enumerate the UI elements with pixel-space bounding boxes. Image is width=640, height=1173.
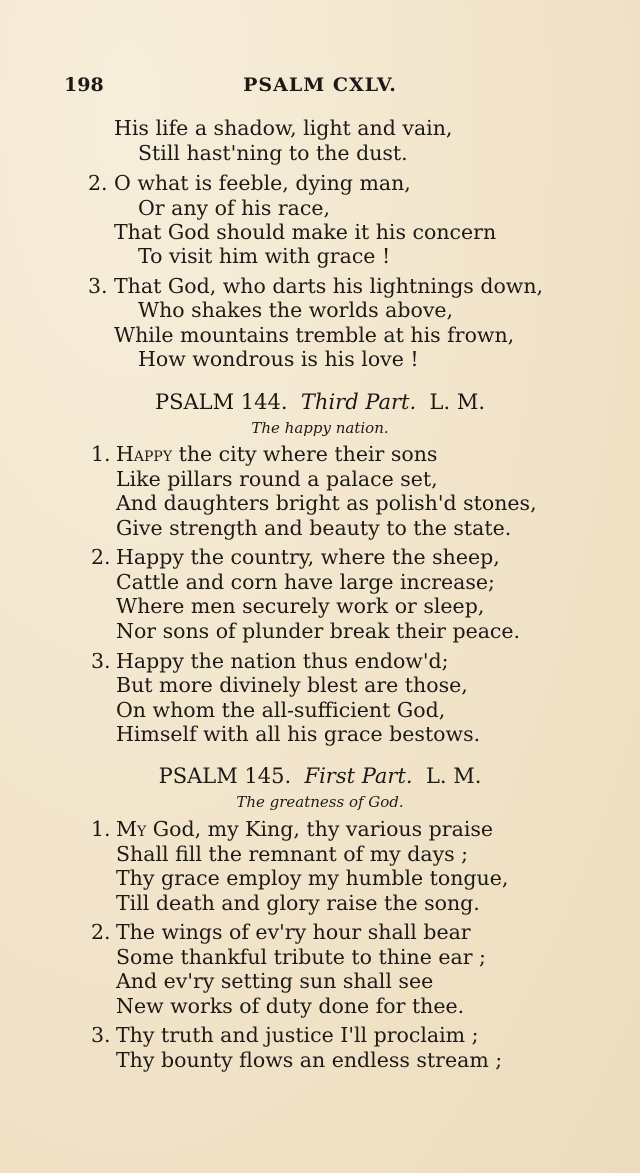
psalm-heading	[0, 763, 640, 789]
verse-number: 1.	[91, 817, 111, 841]
verse-number: 3.	[91, 1023, 111, 1047]
verse-line: Or any of his race,	[138, 196, 331, 220]
verse-number: 2.	[91, 920, 111, 944]
verse-first-word: Happy	[116, 442, 173, 466]
verse-line: The wings of ev'ry hour shall bear	[116, 920, 471, 944]
verse-line: And daughters bright as polish'd stones,	[116, 491, 537, 515]
psalm-subtitle: The happy nation.	[251, 419, 389, 437]
verse-line: While mountains tremble at his frown,	[114, 323, 515, 347]
verse-line: O what is feeble, dying man,	[114, 171, 411, 195]
verse-line: Who shakes the worlds above,	[138, 298, 454, 322]
verse-number: 3.	[88, 274, 108, 298]
verse-line: Give strength and beauty to the state.	[116, 516, 512, 540]
verse-line: Like pillars round a palace set,	[116, 467, 438, 491]
psalm-heading	[0, 389, 640, 415]
verse-line	[116, 817, 493, 841]
psalm-title: PSALM 145.	[158, 764, 292, 788]
verse-line: To visit him with grace !	[138, 244, 391, 268]
verse-line: Cattle and corn have large increase;	[116, 570, 495, 594]
verse-line: But more divinely blest are those,	[116, 673, 468, 697]
psalm-meter: L. M.	[429, 390, 486, 414]
verse-line-rest: the city where their sons	[172, 442, 438, 466]
verse-line: That God, who darts his lightnings down,	[114, 274, 544, 298]
verse-line: On whom the all-sufficient God,	[116, 698, 446, 722]
verse-line: Thy truth and justice I'll proclaim ;	[116, 1023, 479, 1047]
psalm-title: PSALM 144.	[154, 390, 288, 414]
verse-line: Still hast'ning to the dust.	[138, 141, 408, 165]
psalm-part: First Part.	[304, 764, 413, 788]
verse-line: Till death and glory raise the song.	[116, 891, 480, 915]
verse-line: And ev'ry setting sun shall see	[116, 969, 434, 993]
verse-line: How wondrous is his love !	[138, 347, 419, 371]
psalm-meter: L. M.	[425, 764, 482, 788]
verse-line: New works of duty done for thee.	[116, 994, 465, 1018]
verse-line: That God should make it his concern	[114, 220, 497, 244]
verse-number: 2.	[88, 171, 108, 195]
verse-line: Thy bounty flows an endless stream ;	[116, 1048, 503, 1072]
psalm-subtitle: The greatness of God.	[236, 793, 404, 811]
verse-line: Nor sons of plunder break their peace.	[116, 619, 521, 643]
verse-line-rest: God, my King, thy various praise	[146, 817, 494, 841]
page-header	[0, 74, 640, 104]
verse-line	[116, 442, 437, 466]
running-title: PSALM CXLV.	[243, 74, 397, 96]
verse-line: Thy grace employ my humble tongue,	[116, 866, 509, 890]
verse-line: Some thankful tribute to thine ear ;	[116, 945, 486, 969]
verse-line: Happy the nation thus endow'd;	[116, 649, 449, 673]
verse-number: 2.	[91, 545, 111, 569]
psalm-part: Third Part.	[300, 390, 417, 414]
verse-line: Where men securely work or sleep,	[116, 594, 485, 618]
verse-line: Shall fill the remnant of my days ;	[116, 842, 469, 866]
verse-line: His life a shadow, light and vain,	[114, 116, 453, 140]
page-number: 198	[64, 74, 104, 96]
verse-first-word: My	[116, 817, 147, 841]
verse-number: 1.	[91, 442, 111, 466]
verse-line: Himself with all his grace bestows.	[116, 722, 481, 746]
verse-line: Happy the country, where the sheep,	[116, 545, 500, 569]
verse-number: 3.	[91, 649, 111, 673]
